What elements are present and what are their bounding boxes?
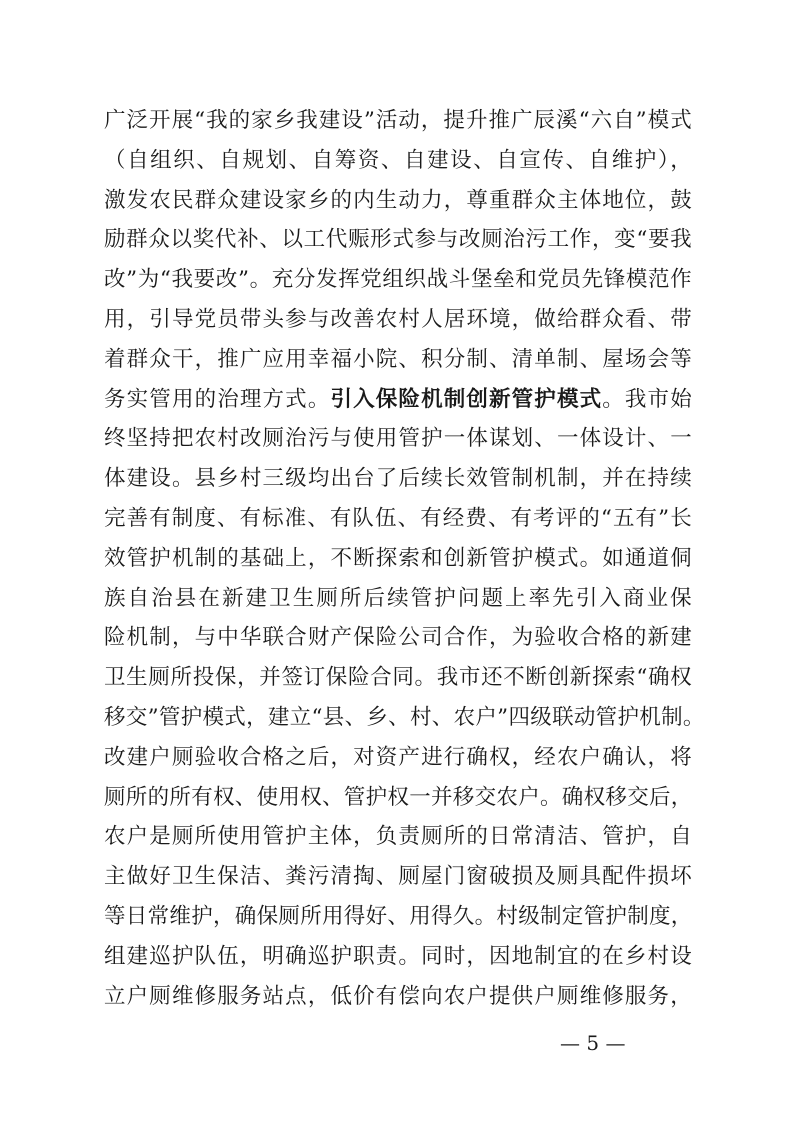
text-segment: （自组织、自规划、自筹资、自建设、自宣传、自维护）， — [104, 147, 692, 173]
text-segment: 激发农民群众建设家乡的内生动力，尊重群众主体地位，鼓 — [104, 187, 692, 213]
text-segment: 着群众干，推广应用幸福小院、积分制、清单制、屋场会等 — [104, 346, 692, 372]
text-line — [104, 897, 692, 937]
text-segment: 务实管用的治理方式。 — [104, 386, 331, 412]
text-segment: 主做好卫生保洁、粪污清掏、厕屋门窗破损及厕具配件损坏 — [104, 864, 692, 890]
text-segment: 立户厕维修服务站点，低价有偿向农户提供户厕维修服务， — [104, 983, 692, 1009]
text-line — [104, 260, 692, 300]
text-line — [104, 698, 705, 738]
page-number: — 5 — — [560, 1031, 626, 1055]
text-segment: 改建户厕验收合格之后，对资产进行确权，经农户确认，将 — [104, 744, 692, 770]
text-line — [104, 778, 692, 818]
text-segment: 效管护机制的基础上，不断探索和创新管护模式。如通道侗 — [104, 545, 692, 571]
text-segment: 完善有制度、有标准、有队伍、有经费、有考评的“五有”长 — [104, 505, 692, 531]
text-segment: 。我市始 — [602, 386, 692, 412]
text-line — [104, 141, 692, 181]
text-segment: 厕所的所有权、使用权、管护权一并移交农户。确权移交后， — [104, 784, 693, 810]
text-line — [104, 419, 692, 459]
text-line — [104, 579, 692, 619]
text-segment: 险机制，与中华联合财产保险公司合作，为验收合格的新建 — [104, 625, 692, 651]
text-line — [104, 220, 692, 260]
text-segment: 用，引导党员带头参与改善农村人居环境，做给群众看、带 — [104, 306, 692, 332]
text-line — [104, 817, 692, 857]
text-line — [104, 618, 692, 658]
text-line — [104, 300, 692, 340]
text-line — [104, 459, 692, 499]
text-segment: 卫生厕所投保，并签订保险合同。我市还不断创新探索“确权 — [104, 665, 692, 691]
text-segment: 终坚持把农村改厕治污与使用管护一体谋划、一体设计、一 — [104, 426, 692, 452]
text-line — [104, 539, 692, 579]
text-segment: 励群众以奖代补、以工代赈形式参与改厕治污工作，变“要我 — [104, 227, 692, 253]
text-line — [104, 738, 692, 778]
text-segment: 农户是厕所使用管护主体，负责厕所的日常清洁、管护，自 — [104, 824, 692, 850]
text-segment: 族自治县在新建卫生厕所后续管护问题上率先引入商业保 — [104, 585, 692, 611]
bold-heading-phrase: 引入保险机制创新管护模式 — [330, 386, 603, 412]
text-segment: 组建巡护队伍，明确巡护职责。同时，因地制宜的在乡村设 — [104, 943, 692, 969]
text-line — [104, 499, 692, 539]
text-line — [104, 101, 692, 141]
text-line — [104, 181, 692, 221]
text-line — [104, 857, 692, 897]
text-segment: 广泛开展“我的家乡我建设”活动，提升推广辰溪“六自”模式 — [104, 108, 692, 133]
text-line — [104, 340, 692, 380]
text-line — [104, 977, 692, 1017]
text-segment: 等日常维护，确保厕所用得好、用得久。村级制定管护制度， — [104, 903, 693, 929]
text-segment: 改”为“我要改”。充分发挥党组织战斗堡垒和党员先锋模范作 — [104, 267, 692, 293]
body-paragraph — [104, 101, 705, 1016]
text-segment: 移交”管护模式，建立“县、乡、村、农户”四级联动管护机制。 — [104, 704, 705, 730]
text-segment: 体建设。县乡村三级均出台了后续长效管制机制，并在持续 — [104, 466, 692, 492]
text-line — [104, 658, 692, 698]
text-line — [104, 937, 692, 977]
text-line — [104, 380, 692, 420]
